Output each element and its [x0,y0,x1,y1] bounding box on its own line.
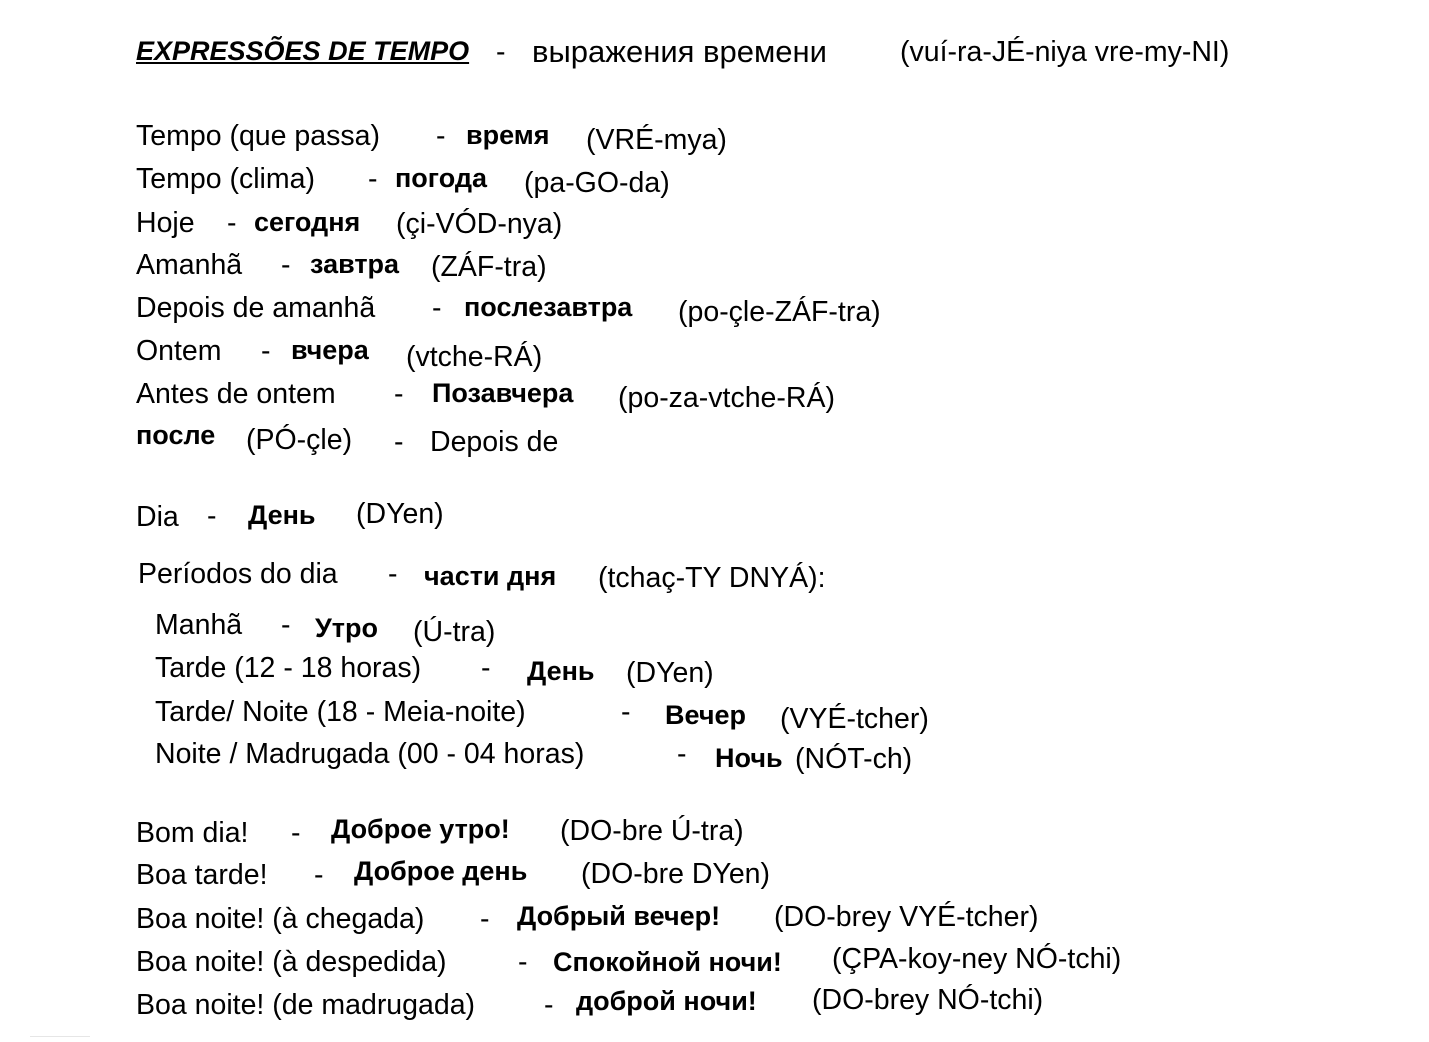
vocab-portuguese: Dia [136,501,179,533]
vocab-pronunciation: (ÇPA-koy-ney NÓ-tchi) [832,943,1122,975]
vocab-russian: вчера [291,335,369,365]
vocab-russian: Доброе утро! [331,814,510,844]
vocab-russian: сегодня [254,207,361,237]
vocab-portuguese: Bom dia! [136,817,249,849]
vocab-russian: Доброе день [354,856,528,886]
vocab-russian: Вечер [665,700,747,730]
vocab-dash: - [677,738,687,770]
vocab-dash: - [207,500,217,532]
vocab-portuguese: Tarde/ Noite (18 - Meia-noite) [155,696,526,728]
vocab-dash: - [388,558,398,590]
vocab-pronunciation: (DO-bre Ú-tra) [560,815,744,847]
vocab-russian: Ночь [715,743,783,773]
vocab-portuguese: Boa noite! (à despedida) [136,946,447,978]
vocab-dash: - [281,609,291,641]
vocab-pronunciation: (DYen) [626,657,714,689]
vocab-russian: части дня [424,561,557,591]
vocab-pronunciation: (DO-brey NÓ-tchi) [812,984,1044,1016]
title-pronunciation: (vuí-ra-JÉ-niya vre-my-NI) [900,36,1230,68]
vocab-dash: - [518,946,528,978]
vocab-portuguese: Hoje [136,207,195,239]
vocab-portuguese: Depois de amanhã [136,292,376,324]
vocab-portuguese: Boa noite! (à chegada) [136,903,425,935]
vocab-russian: Позавчера [432,378,574,408]
vocab-pronunciation: (pa-GO-da) [524,167,670,199]
vocab-portuguese: Depois de [430,426,559,458]
page-edge-marks [30,1036,90,1042]
vocab-dash: - [481,652,491,684]
vocab-pronunciation: (tchaç-TY DNYÁ): [598,562,826,594]
vocab-dash: - [368,163,378,195]
vocab-russian: послезавтра [464,292,633,322]
vocab-pronunciation: (po-çle-ZÁF-tra) [678,296,881,328]
vocab-russian: доброй ночи! [576,986,757,1016]
vocab-pronunciation: (Ú-tra) [413,616,496,648]
vocab-russian: Утро [315,613,379,643]
vocab-russian: Спокойной ночи! [553,947,782,977]
vocab-dash: - [480,903,490,935]
vocab-pronunciation: (çi-VÓD-nya) [396,208,563,240]
vocab-dash: - [432,292,442,324]
vocab-pronunciation: (PÓ-çle) [246,424,353,456]
title-portuguese: EXPRESSÕES DE TEMPO [136,36,470,66]
vocab-pronunciation: (DO-bre DYen) [581,858,771,890]
vocab-russian: завтра [310,249,400,279]
vocab-pronunciation: (DYen) [356,498,444,530]
vocab-russian: День [248,500,316,530]
vocab-portuguese: Períodos do dia [138,558,338,590]
vocab-portuguese: Boa tarde! [136,859,268,891]
vocab-pronunciation: (NÓT-ch) [795,743,913,775]
vocab-pronunciation: (po-za-vtche-RÁ) [618,382,835,414]
vocab-pronunciation: (DO-brey VYÉ-tcher) [774,901,1039,933]
vocab-portuguese: Boa noite! (de madrugada) [136,989,476,1021]
vocab-portuguese: Noite / Madrugada (00 - 04 horas) [155,738,585,770]
vocab-russian: после [136,420,216,450]
vocab-dash: - [291,817,301,849]
vocab-portuguese: Tempo (clima) [136,163,315,195]
vocab-portuguese: Tarde (12 - 18 horas) [155,652,422,684]
vocab-portuguese: Amanhã [136,249,243,281]
vocab-dash: - [227,207,237,239]
vocab-portuguese: Ontem [136,335,222,367]
vocab-portuguese: Manhã [155,609,243,641]
vocab-russian: погода [395,163,487,193]
vocab-dash: - [394,378,404,410]
vocab-dash: - [621,696,631,728]
vocab-russian: время [466,120,550,150]
vocab-dash: - [281,249,291,281]
vocab-pronunciation: (VRÉ-mya) [586,124,727,156]
vocab-portuguese: Antes de ontem [136,378,336,410]
vocab-dash: - [314,859,324,891]
vocab-dash: - [394,426,404,458]
vocab-russian: Добрый вечер! [517,901,721,931]
title-russian: выражения времени [532,34,827,69]
vocab-portuguese: Tempo (que passa) [136,120,380,152]
vocab-pronunciation: (vtche-RÁ) [406,341,543,373]
vocab-pronunciation: (VYÉ-tcher) [780,703,929,735]
title-dash: - [496,36,506,68]
vocab-russian: День [527,656,595,686]
vocab-dash: - [436,120,446,152]
vocab-dash: - [544,989,554,1021]
vocab-dash: - [261,335,271,367]
vocab-pronunciation: (ZÁF-tra) [431,251,547,283]
